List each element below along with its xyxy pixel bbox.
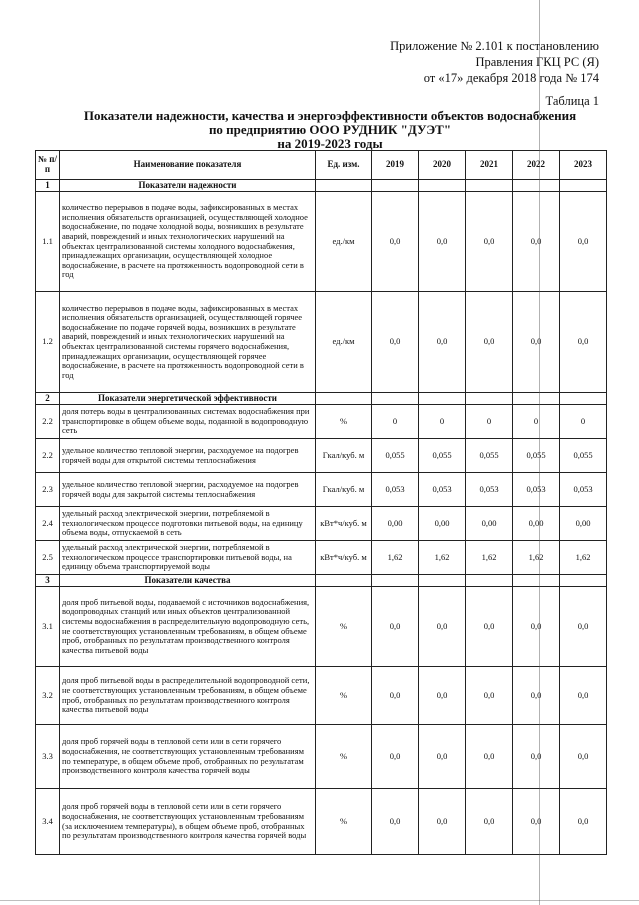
value-2020: 0,0	[419, 292, 466, 393]
row-unit: %	[316, 587, 372, 667]
row-num: 2.2	[36, 439, 60, 473]
row-unit: %	[316, 789, 372, 855]
row-unit: %	[316, 725, 372, 789]
value-2022: 0,0	[513, 789, 560, 855]
row-num: 1.2	[36, 292, 60, 393]
row-num: 2.2	[36, 405, 60, 439]
value-2021: 0,0	[466, 789, 513, 855]
row-unit: Гкал/куб. м	[316, 473, 372, 507]
board-line: Правления ГКЦ РС (Я)	[475, 55, 599, 69]
value-2021: 0,0	[466, 587, 513, 667]
value-2023: 1,62	[560, 541, 607, 575]
row-unit: ед./км	[316, 292, 372, 393]
col-2022: 2022	[513, 151, 560, 180]
col-2021: 2021	[466, 151, 513, 180]
value-2022: 0	[513, 405, 560, 439]
value-2022: 0,00	[513, 507, 560, 541]
row-unit: Гкал/куб. м	[316, 439, 372, 473]
value-2022: 0,055	[513, 439, 560, 473]
table-row	[36, 587, 607, 667]
row-name: доля проб горячей воды в тепловой сети или в сети горячего водоснабжения, не соответствующих установленным требованиям (за исключением температуры), в общем объеме проб, отобранных по результатам производственного контроля качества горячей воды	[60, 789, 316, 855]
value-2022: 0,0	[513, 587, 560, 667]
row-name: доля проб питьевой воды в распределительной водопроводной сети, не соответствующих установленным требованиям, в общем объеме проб, отобранных по результатам производственного контроля качества питьевой воды	[60, 667, 316, 725]
row-name: доля проб питьевой воды, подаваемой с источников водоснабжения, водопроводных станций или иных объектов централизованной системы водоснабжения в распределительную водопроводную сеть, не соответствующих установленным требованиям, в общем объеме проб, отобранных по результатам производственного контроля качества питьевой воды	[60, 587, 316, 667]
value-2020: 0,0	[419, 725, 466, 789]
section-name: Показатели качества	[60, 575, 316, 587]
value-2023: 0	[560, 405, 607, 439]
indicators-table	[35, 150, 607, 855]
value-2019: 0	[372, 405, 419, 439]
value-2019: 0,0	[372, 587, 419, 667]
table-row	[36, 667, 607, 725]
document-period: на 2019-2023 годы	[277, 136, 383, 151]
value-2019: 1,62	[372, 541, 419, 575]
value-2020: 0,0	[419, 667, 466, 725]
row-name: доля проб горячей воды в тепловой сети или в сети горячего водоснабжения, не соответствующих установленным требованиям по температуре, в общем объеме проб, отобранных по результатам производственного контроля качества горячей воды	[60, 725, 316, 789]
row-num: 3.4	[36, 789, 60, 855]
row-num: 3.2	[36, 667, 60, 725]
row-name: удельное количество тепловой энергии, расходуемое на подогрев горячей воды для закрытой системы теплоснабжения	[60, 473, 316, 507]
value-2019: 0,0	[372, 292, 419, 393]
row-unit: %	[316, 405, 372, 439]
row-name: удельный расход электрической энергии, потребляемой в технологическом процессе подготовки питьевой воды, на единицу объема воды, отпускаемой в сеть	[60, 507, 316, 541]
value-2022: 1,62	[513, 541, 560, 575]
value-2021: 1,62	[466, 541, 513, 575]
table-row	[36, 192, 607, 292]
section-num: 3	[36, 575, 60, 587]
row-name: удельное количество тепловой энергии, расходуемое на подогрев горячей воды для открытой системы теплоснабжения	[60, 439, 316, 473]
row-num: 2.5	[36, 541, 60, 575]
value-2021: 0,0	[466, 667, 513, 725]
section-num: 2	[36, 393, 60, 405]
value-2021: 0,0	[466, 725, 513, 789]
table-row	[36, 541, 607, 575]
value-2019: 0,00	[372, 507, 419, 541]
document-subtitle: по предприятию ООО РУДНИК "ДУЭТ"	[208, 122, 452, 137]
col-num: № п/п	[36, 151, 60, 180]
row-name: количество перерывов в подаче воды, зафиксированных в местах исполнения обязательств организацией, осуществляющей горячее водоснабжение по подаче горячей воды, возникших в результате аварий, повреждений и иных технологических нарушений на объектах централизованной системы горячего водоснабжения, принадлежащих организации, осуществляющей горячее водоснабжение, в расчете на протяженность водопроводной сети в год	[60, 292, 316, 393]
value-2023: 0,0	[560, 292, 607, 393]
value-2023: 0,055	[560, 439, 607, 473]
document-title: Показатели надежности, качества и энергоэффективности объектов водоснабжения	[83, 108, 577, 123]
value-2020: 0,053	[419, 473, 466, 507]
value-2019: 0,0	[372, 789, 419, 855]
value-2023: 0,0	[560, 587, 607, 667]
row-unit: %	[316, 667, 372, 725]
value-2023: 0,0	[560, 725, 607, 789]
col-2020: 2020	[419, 151, 466, 180]
value-2020: 0,0	[419, 192, 466, 292]
value-2019: 0,053	[372, 473, 419, 507]
value-2019: 0,0	[372, 192, 419, 292]
row-name: удельный расход электрической энергии, потребляемой в технологическом процессе транспортировки питьевой воды, на единицу объема транспортируемой воды	[60, 541, 316, 575]
value-2020: 0,0	[419, 789, 466, 855]
col-unit: Ед. изм.	[316, 151, 372, 180]
value-2023: 0,053	[560, 473, 607, 507]
value-2022: 0,0	[513, 725, 560, 789]
value-2020: 0,00	[419, 507, 466, 541]
row-num: 3.3	[36, 725, 60, 789]
value-2021: 0,055	[466, 439, 513, 473]
row-num: 1.1	[36, 192, 60, 292]
table-number: Таблица 1	[545, 94, 599, 108]
value-2022: 0,0	[513, 667, 560, 725]
value-2022: 0,0	[513, 292, 560, 393]
section-row	[36, 393, 607, 405]
row-name: количество перерывов в подаче воды, зафиксированных в местах исполнения обязательств организацией, осуществляющей холодное водоснабжение, по подаче холодной воды, возникших в результате аварий, повреждений и иных технологических нарушений на объектах централизованной системы холодного водоснабжения, принадлежащих организации, осуществляющей холодное водоснабжение, в расчете на протяженность водопроводной сети в год	[60, 192, 316, 292]
section-num: 1	[36, 180, 60, 192]
table-row	[36, 439, 607, 473]
value-2023: 0,0	[560, 667, 607, 725]
value-2019: 0,0	[372, 667, 419, 725]
value-2023: 0,0	[560, 192, 607, 292]
value-2021: 0,053	[466, 473, 513, 507]
value-2020: 0,055	[419, 439, 466, 473]
section-name: Показатели энергетической эффективности	[60, 393, 316, 405]
col-name: Наименование показателя	[60, 151, 316, 180]
value-2019: 0,0	[372, 725, 419, 789]
value-2021: 0,00	[466, 507, 513, 541]
table-row	[36, 405, 607, 439]
table-row	[36, 725, 607, 789]
value-2019: 0,055	[372, 439, 419, 473]
value-2022: 0,053	[513, 473, 560, 507]
row-num: 2.3	[36, 473, 60, 507]
value-2022: 0,0	[513, 192, 560, 292]
row-name: доля потерь воды в централизованных системах водоснабжения при транспортировке в общем объеме воды, поданной в водопроводную сеть	[60, 405, 316, 439]
col-2019: 2019	[372, 151, 419, 180]
scan-fold-line	[539, 0, 540, 905]
value-2023: 0,00	[560, 507, 607, 541]
decree-date-line: от «17» декабря 2018 года № 174	[423, 71, 599, 85]
scan-edge-line	[0, 900, 639, 901]
row-num: 3.1	[36, 587, 60, 667]
value-2020: 0	[419, 405, 466, 439]
section-row	[36, 180, 607, 192]
value-2021: 0	[466, 405, 513, 439]
value-2020: 1,62	[419, 541, 466, 575]
table-row	[36, 473, 607, 507]
value-2023: 0,0	[560, 789, 607, 855]
row-unit: кВт*ч/куб. м	[316, 507, 372, 541]
section-row	[36, 575, 607, 587]
table-row	[36, 292, 607, 393]
value-2020: 0,0	[419, 587, 466, 667]
appendix-line: Приложение № 2.101 к постановлению	[390, 39, 599, 53]
table-header-row	[36, 151, 607, 180]
table-row	[36, 789, 607, 855]
row-num: 2.4	[36, 507, 60, 541]
col-2023: 2023	[560, 151, 607, 180]
value-2021: 0,0	[466, 192, 513, 292]
table-row	[36, 507, 607, 541]
section-name: Показатели надежности	[60, 180, 316, 192]
row-unit: кВт*ч/куб. м	[316, 541, 372, 575]
row-unit: ед./км	[316, 192, 372, 292]
value-2021: 0,0	[466, 292, 513, 393]
